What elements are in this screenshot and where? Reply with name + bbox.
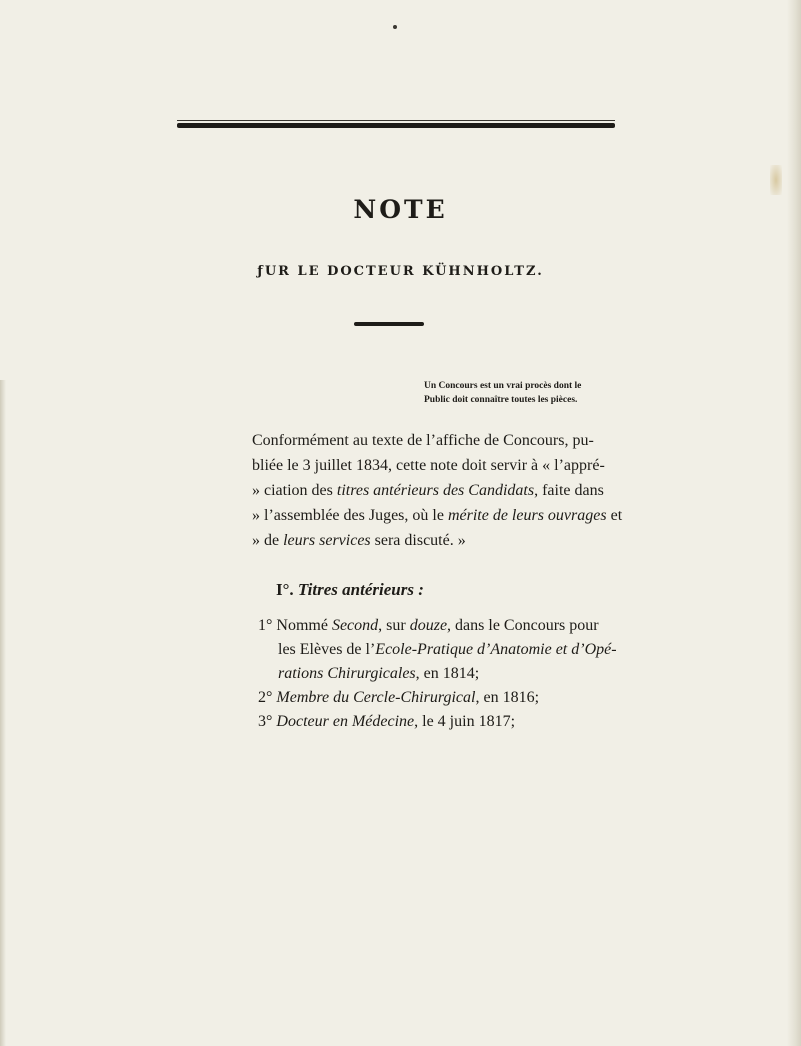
paragraph-line-5 [252, 528, 722, 553]
top-rule [177, 123, 615, 128]
paragraph-italic: leurs services [283, 532, 371, 549]
paragraph-text: , faite dans [534, 482, 604, 499]
paragraph-text: » de [252, 532, 284, 549]
list-item-2 [258, 686, 728, 710]
item-italic: Membre du Cercle-Chirurgical [276, 689, 476, 706]
paragraph-text: et [606, 507, 623, 524]
item-text: , en 1814; [415, 665, 480, 682]
epigraph [424, 379, 724, 407]
paragraph-italic: titres antérieurs des Candidats [336, 482, 535, 499]
item-text: 1° Nommé [258, 617, 332, 634]
list-item-1-cont-1 [258, 638, 728, 662]
item-text: , en 1816; [475, 689, 540, 706]
page-subtitle: ƒUR LE DOCTEUR KÜHNHOLTZ. [257, 264, 544, 279]
paper-stain [770, 165, 782, 195]
paragraph-text: » l’assemblée des Juges, où le [252, 507, 448, 524]
page-title: NOTE [353, 195, 448, 224]
item-italic: rations Chirurgicales [278, 665, 416, 682]
item-italic: Docteur en Médecine [276, 713, 415, 730]
item-text: , le 4 juin 1817; [414, 713, 516, 730]
ink-speck [393, 25, 397, 29]
paragraph-italic: mérite de leurs ouvrages [447, 507, 607, 524]
paragraph-text: sera discuté. » [370, 532, 466, 549]
section-heading [276, 580, 424, 600]
list-item-1 [258, 614, 728, 638]
middle-rule [354, 322, 424, 326]
paragraph-line-2 [252, 453, 722, 478]
page-edge-right [787, 0, 801, 1046]
item-text: les Elèves de l’ [278, 641, 376, 658]
item-text: , sur [378, 617, 410, 634]
paragraph-line-1 [252, 428, 722, 453]
paragraph-text: » ciation des [252, 482, 337, 499]
item-text: , dans le Concours pour [447, 617, 599, 634]
section-numeral: I°. [276, 580, 298, 599]
item-text: 2° [258, 689, 277, 706]
list-item-1-cont-2 [258, 662, 728, 686]
item-italic: Ecole-Pratique d’Anatomie et d’Opé- [375, 641, 617, 658]
paragraph-text: bliée le 3 juillet 1834, cette note doit servir à « l’appré- [252, 457, 605, 474]
paragraph-line-3 [252, 478, 722, 503]
titles-list [258, 614, 728, 734]
paragraph-line-4 [252, 503, 722, 528]
top-rule-thin [177, 120, 615, 121]
item-italic: douze [409, 617, 448, 634]
list-item-3 [258, 710, 728, 734]
item-text: 3° [258, 713, 277, 730]
epigraph-line-1: Un Concours est un vrai procès dont le [424, 381, 582, 391]
item-italic: Second [331, 617, 379, 634]
epigraph-line-2: Public doit connaître toutes les pièces. [424, 395, 578, 405]
intro-paragraph [252, 428, 722, 553]
page-edge-left [0, 380, 6, 1046]
paragraph-text: Conformément au texte de l’affiche de Concours, pu- [252, 432, 594, 449]
section-label: Titres antérieurs : [297, 580, 424, 599]
